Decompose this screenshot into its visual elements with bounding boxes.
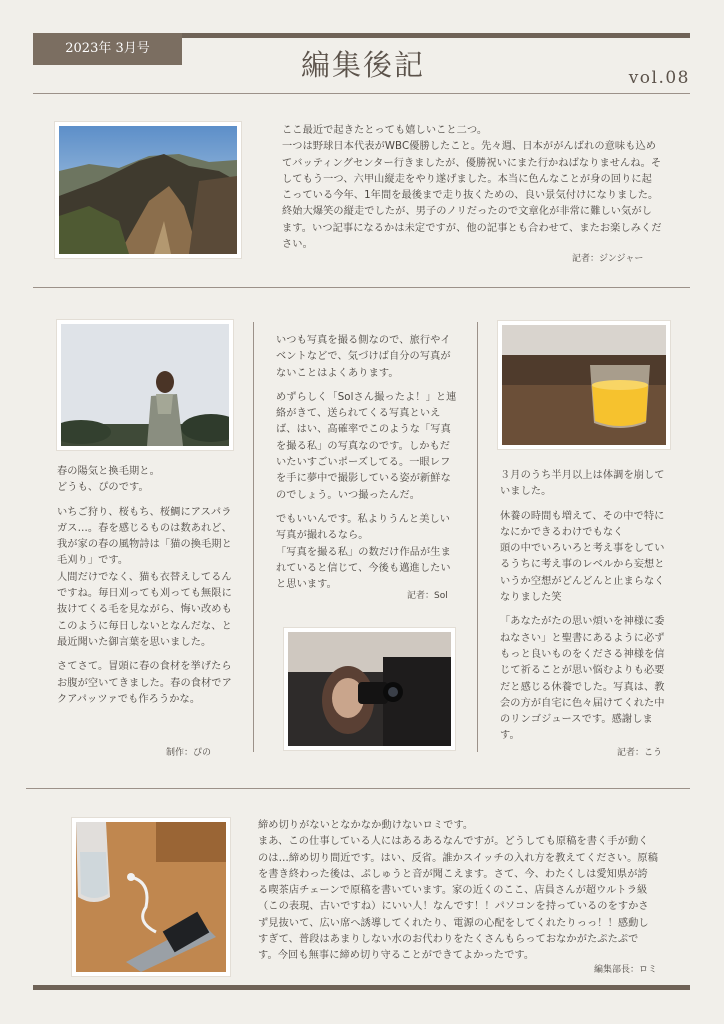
photo-woman-outdoors [57, 320, 233, 450]
person-with-camera-image [288, 632, 451, 746]
woman-outdoors-image [61, 324, 229, 446]
section1-text: ここ最近で起きたとっても嬉しいこと二つ。 一つは野球日本代表がWBC優勝したこと。先々週、日本ががんばれの意味も込めてバッティングセンター行きましたが、優勝祝いにまた行かねばなりませんね。そしてもう一つ、六甲山縦走をやり遂げました。本当に色んなことが身の回りに起こっている今年、1年間を最後まで走り抜くための、良い景気付けになりました。終始大爆笑の縦走でしたが、男子のノリだったので文章化が非常に難しい気がします。いつ記事になるかは未定ですが、他の記事とも合わせて、またお楽しみください。 [282, 125, 662, 251]
section3-author: 編集部長：ロミ [594, 965, 658, 975]
section1-divider [33, 287, 690, 288]
column2-body [276, 333, 458, 601]
page-title: 編集後記 [300, 48, 425, 82]
apple-juice-image [502, 325, 666, 445]
column3-paragraph: 「あなたがたの思い煩いを神様に委ねなさい」と聖書にあるように必ずもっと良いものをくださる神様を信じて祈ることが思い悩むよりも必要だと感じる休養でした。写真は、教会の方が自宅に色々届けてくれた中のリンゴジュースです。感謝します。 [500, 616, 665, 742]
section2-divider [26, 788, 690, 789]
column3-body [500, 468, 668, 753]
mountain-landscape-image [59, 126, 237, 254]
desk-items-image [76, 822, 226, 972]
volume-number: vol.08 [628, 68, 690, 88]
column2-author: 記者：Sol [407, 591, 448, 601]
photo-person-with-camera [284, 628, 455, 750]
column3-author: 記者：こう [617, 748, 663, 758]
column2-paragraph: めずらしく「Solさん撮ったよ！」と連絡がきて、送られてくる写真といえば、はい、高確率でこのような「写真を撮る私」の写真なのです。しかもだいたいすごいポーズしてる。一眼レフを手に夢中で撮影している姿が新鮮なのでしょう。いつ撮ったんだ。 [276, 391, 457, 501]
photo-desk-items [72, 818, 230, 976]
section3-text: 締め切りがないとなかなか動けないロミです。 まあ、この仕事している人にはあるあるなんですが。どうしても原稿を書く手が動くのは…締め切り間近です。はい、反省。誰かスイッチの入れ方を教えてください。原稿を書き終わった後は、ぷしゅうと音が聞こえます。さて、今、わたくしは愛知県が誇る喫茶店チェーンで原稿を書いています。家の近くのここ、店員さんが超ウルトラ級（この表現、古いですね）にいい人！なんです！！パソコンを持っているのをすかさず見抜いて、広い席へ誘導してくれたり、電源の心配をしてくれたりっっ！！感動しすぎて、普段はあまりしない水のお代わりをたくさんもらっておなかがたぷたぷです。今回も無事に締め切り守ることができてよかったです。 [258, 820, 658, 962]
column3-paragraph: 休養の時間も増えて、その中で特になにかできるわけでもなく 頭の中でいろいろと考え事をしているうちに考え事のレベルから妄想というか空想がどんどんと止まらなくなりました笑 [500, 510, 665, 604]
column1-paragraph: 春の陽気と換毛期と。 どうも、ぴのです。 [57, 466, 160, 494]
footer-rule [33, 985, 690, 990]
column1-body [57, 464, 233, 716]
column-divider-2 [477, 322, 478, 752]
section1-author: 記者：ジンジャー [572, 254, 644, 264]
column3-paragraph: ３月のうち半月以上は体調を崩していました。 [500, 470, 665, 498]
issue-date: 2023年 3月号 [65, 41, 150, 56]
column-divider-1 [253, 322, 254, 752]
column1-paragraph: いちご狩り、桜もち、桜鯛にアスパラガス…。春を感じるものは数あれど、我が家の春の風物詩は「猫の換毛期と毛刈り」です。 人間だけでなく、猫も衣替えしてるんですね。毎日刈っても刈っても無限に抜けてくる毛を見ながら、悔い改めもこのように毎日しないとなんだな、と最近聞いた御言葉を思いました。 [57, 506, 232, 648]
column1-author: 制作：ぴの [166, 748, 212, 758]
header-divider [33, 93, 690, 94]
issue-date-badge [33, 33, 182, 65]
section3-body [258, 818, 658, 973]
photo-mountain-ridge [55, 122, 241, 258]
column1-paragraph: さてさて。冒頭に春の食材を挙げたらお腹が空いてきました。春の食材でアクアパッツァでも作ろうかな。 [57, 661, 232, 705]
column2-paragraph: いつも写真を撮る側なので、旅行やイベントなどで、気づけば自分の写真がないことはよくあります。 [276, 335, 451, 379]
section1-body [282, 123, 662, 261]
column2-paragraph: でもいいんです。私よりうんと美しい写真が撮れるなら。 「写真を撮る私」の数だけ作品が生まれていると信じて、今後も邁進したいと思います。 [276, 513, 451, 591]
photo-apple-juice [498, 321, 670, 449]
